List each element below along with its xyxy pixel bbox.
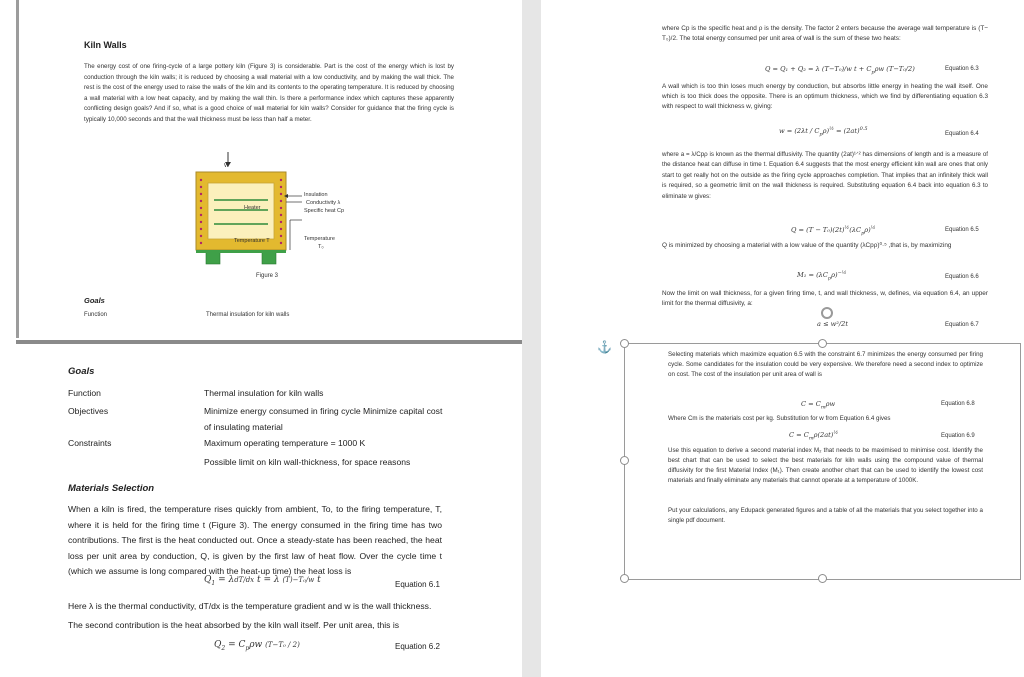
thermal-diffusivity-paragraph: where a = λ/Cpρ is known as the thermal diffusivity. The quantity (2at)¹ᐟ² has dimensions of length and is a measure of the distance heat can diffuse in time t. Equation 6.4 suggests that the most energy efficient kiln wall are ones that only start to get really hot on the outside as the firing cycle approaches completion. That implies that an infinitely thick wall is required, so a geometric limit on the wall thickness is required. Substituting equation 6.4 back into equation 6.3 to eliminate w gives: xyxy=(662,151,988,200)
optimum-thickness-paragraph: A wall which is too thin loses much energy by conduction, but absorbs little energy in heating the wall itself. One which is too thick does the opposite. There is an optimum thickness, which we find by differentiating equation 6.3 with respect to wall thickness w, giving: xyxy=(662,83,988,110)
inset-function-value: Thermal insulation for kiln walls xyxy=(206,312,290,318)
embedded-problem-image xyxy=(16,0,522,340)
equation-6-2: $Q_2 = C_p\rho w$ (T−T₀ / 2) xyxy=(214,640,300,652)
resize-handle-mid-left[interactable] xyxy=(620,456,629,465)
table-value-constraint-temperature: Maximum operating temperature = 1000 K xyxy=(204,438,366,448)
equation-6-8: $C = C_m\rho w$ xyxy=(801,400,836,411)
minimize-q-paragraph: Q is minimized by choosing a material with a low value of the quantity (λCpρ)⁰·⁵ ,that is, by maximizing xyxy=(662,242,952,249)
equation-6-4-label: Equation 6.4 xyxy=(945,131,979,137)
figure-label-ambient-sub: T₀ xyxy=(318,244,324,250)
table-value-function: Thermal insulation for kiln walls xyxy=(204,388,324,398)
equation-6-7-label: Equation 6.7 xyxy=(945,322,979,328)
resize-handle-top-center[interactable] xyxy=(818,339,827,348)
figure-caption: Figure 3 xyxy=(256,273,279,279)
right-document-page xyxy=(541,0,1024,677)
figure-label-specific-heat: Specific heat Cp xyxy=(304,208,345,214)
table-label-objectives: Objectives xyxy=(68,406,109,416)
equation-6-7: a ≤ w²/2t xyxy=(817,320,849,328)
materials-cost-note: Where Cm is the materials cost per kg. Substitution for w from Equation 6.4 gives xyxy=(668,415,891,422)
figure-label-ambient: Temperature xyxy=(304,236,335,242)
thermal-conductivity-note: Here λ is the thermal conductivity, dT/dx is the temperature gradient and w is the wall thickness. xyxy=(68,601,432,611)
inset-function-label: Function xyxy=(84,312,108,318)
figure-label-temperature: Temperature T xyxy=(234,238,270,244)
equation-6-9: $C = C_m\rho(2at)^{\frac{1}{2}}$ xyxy=(789,430,839,442)
equation-6-2-label: Equation 6.2 xyxy=(395,642,440,651)
equation-6-4: $w = (2\lambda t / C_p\rho)^{\frac{1}{2}} = (2at)^{0.5}$ xyxy=(779,126,868,138)
table-value-objectives: Minimize energy consumed in firing cycle Minimize capital cost of insulating material xyxy=(204,406,443,432)
equation-6-3-label: Equation 6.3 xyxy=(945,66,979,72)
equation-6-6-label: Equation 6.6 xyxy=(945,274,979,280)
equation-6-1: $Q_1 = \lambda dT/dx$ t = λ (T)−T₀/w t xyxy=(204,575,321,587)
resize-handle-bottom-left[interactable] xyxy=(620,574,629,583)
inset-intro-paragraph: The energy cost of one firing-cycle of a large pottery kiln (Figure 3) is considerable. Part is the cost of the energy which is lost by conduction through the kiln walls; it is reduced by choosing a wall material with a low conductivity, and by making the wall thick. The rest is the cost of the energy used to raise the walls of the kiln and its contents to the operating temperature. It is reduced by choosing a wall material with a low heat capacity, and by making the wall thin. Is there a performance index which captures these apparently conflicting design goals? And if so, what is a good choice of wall material for kiln walls? Consider for guidance that the firing cycle is typically 10,000 seconds and that the wall thickness must be less than half a meter. xyxy=(84,63,454,123)
inset-title: Kiln Walls xyxy=(84,40,127,50)
instructions-paragraph: Use this equation to derive a second material index M₂ that needs to be maximised to minimise cost. Identify the best chart that can be used to select the best materials for kiln walls using the compound value of thermal diffusivity for the first Material Index (M₁). Then create another chart that can be used to identify the lowest cost materials and finally eliminate any materials that cannot operate at a temperature of 1000K. xyxy=(668,447,983,484)
equation-6-3: Q = Q₁ + Q₂ = λ (T−T₀)/w $t + C_p\rho w$ (T−T₀/2) xyxy=(765,65,915,76)
materials-selection-heading: Materials Selection xyxy=(68,483,155,494)
equation-6-9-label: Equation 6.9 xyxy=(941,433,975,439)
goals-heading: Goals xyxy=(68,366,95,377)
resize-handle-top-left[interactable] xyxy=(620,339,629,348)
inset-goals-heading: Goals xyxy=(84,296,105,305)
table-label-function: Function xyxy=(68,388,101,398)
materials-paragraph: When a kiln is fired, the temperature rises quickly from ambient, To, to the firing temperature, T, where it is held for the firing time t (Figure 3). The energy consumed in the firing time has two contributions. The first is the heat conducted out. Once a steady-state has been reached, the heat loss per unit area by conduction, Q, is given by the first law of heat flow. Over the cycle time t (which we assume is long compared with the heat-up time) the heat loss is xyxy=(68,504,442,577)
equation-6-1-label: Equation 6.1 xyxy=(395,580,440,589)
equation-6-5: $Q = (T - T_0)(2t)^{\frac{1}{2}}(\lambda C_p\rho)^{\frac{1}{2}}$ xyxy=(791,225,876,237)
second-contribution-text: The second contribution is the heat absorbed by the kiln wall itself. Per unit area, this is xyxy=(68,620,400,630)
figure-label-w: W xyxy=(224,163,230,169)
specific-heat-paragraph: where Cp is the specific heat and ρ is the density. The factor 2 enters because the average wall temperature is (T− T₀)/2. The total energy consumed per unit area of wall is the sum of these two heats: xyxy=(662,25,988,42)
figure-label-insulation: Insulation xyxy=(304,192,328,198)
rotate-handle-icon[interactable] xyxy=(821,307,833,319)
equation-6-6: $M_1 = (\lambda C_p\rho)^{-\frac{1}{2}}$ xyxy=(797,270,847,282)
anchor-icon[interactable]: ⚓ xyxy=(597,340,612,354)
submission-paragraph: Put your calculations, any Edupack generated figures and a table of all the materials that you select together into a single pdf document. xyxy=(668,507,983,524)
figure-label-conductivity: Conductivity λ xyxy=(306,200,341,206)
wall-limit-paragraph: Now the limit on wall thickness, for a given firing time, t, and wall thickness, w, defines, via equation 6.4, an upper limit for the thermal diffusivity, a: xyxy=(662,290,988,307)
figure-label-heater: Heater xyxy=(244,205,261,211)
equation-6-8-label: Equation 6.8 xyxy=(941,401,975,407)
cost-index-paragraph: Selecting materials which maximize equation 6.5 with the constraint 6.7 minimizes the energy consumed per firing cycle. Some candidates for the insulation could be very expensive. We therefore need a second index to optimize on cost. The cost of the insulation per unit area of wall is xyxy=(668,351,983,378)
table-value-constraint-thickness: Possible limit on kiln wall-thickness, for space reasons xyxy=(204,457,411,467)
table-label-constraints: Constraints xyxy=(68,438,112,448)
kiln-figure xyxy=(186,150,376,272)
equation-6-5-label: Equation 6.5 xyxy=(945,227,979,233)
resize-handle-bottom-center[interactable] xyxy=(818,574,827,583)
kiln-inner-chamber xyxy=(208,183,274,239)
